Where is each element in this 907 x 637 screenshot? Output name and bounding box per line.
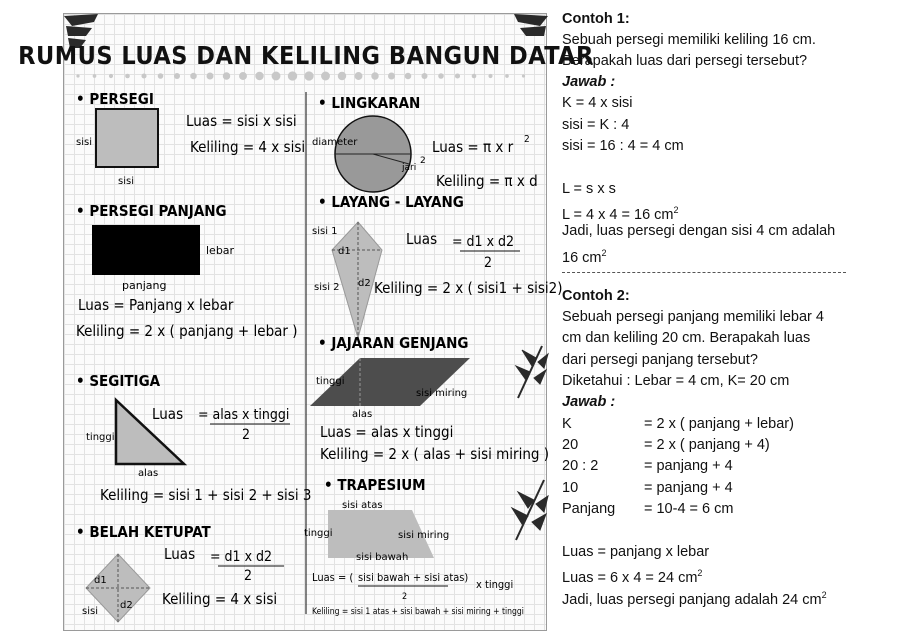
persegi-sisi-bottom: sisi xyxy=(118,176,134,187)
poster-title: RUMUS LUAS DAN KELILING BANGUN DATAR xyxy=(18,41,594,70)
step-left: Panjang xyxy=(562,501,616,517)
decorative-dot xyxy=(207,73,214,80)
jajaran-label-sisi-miring: sisi miring xyxy=(416,388,468,399)
bk-luas-num: = d1 x d2 xyxy=(210,549,273,565)
persegi-keliling: Keliling = 4 x sisi xyxy=(190,138,306,156)
bk-luas-left: Luas xyxy=(164,545,196,563)
decorative-dot xyxy=(505,74,509,78)
bk-luas-den: 2 xyxy=(244,568,253,584)
segitiga-label-tinggi: tinggi xyxy=(86,432,115,443)
decorative-dot xyxy=(304,71,313,80)
jajaran-label-alas: alas xyxy=(352,409,373,420)
c2-line-1: Luas = panjang x lebar xyxy=(562,544,710,560)
decorative-dot xyxy=(522,74,525,77)
step-left: 20 xyxy=(562,437,579,453)
layang-luas-den: 2 xyxy=(484,255,493,271)
decorative-dot xyxy=(223,72,230,79)
title-dots xyxy=(76,71,525,80)
step-right: = 10-4 = 6 cm xyxy=(644,501,734,517)
step-left: 10 xyxy=(562,480,579,496)
persegi-luas: Luas = sisi x sisi xyxy=(186,112,297,130)
decorative-dot xyxy=(405,73,412,80)
trap-label-tinggi: tinggi xyxy=(304,528,333,539)
square-shape xyxy=(96,109,158,167)
layang-label-sisi1: sisi 1 xyxy=(312,226,338,237)
step-row xyxy=(562,456,862,477)
belah-ketupat-heading: • BELAH KETUPAT xyxy=(76,523,211,541)
persegi-panjang-heading: • PERSEGI PANJANG xyxy=(76,202,227,220)
decorative-dot xyxy=(288,71,297,80)
dashed-separator xyxy=(562,272,846,273)
c2-line-2-sup: 2 xyxy=(697,568,703,578)
segitiga-heading: • SEGITIGA xyxy=(76,372,161,390)
lingkaran-label-jari: jari xyxy=(402,163,417,173)
c1-line-7-wrap xyxy=(562,243,607,269)
c2-line-3-wrap xyxy=(562,585,827,611)
c1-line-5: L = 4 x 4 = 16 cm xyxy=(562,206,674,223)
c1-line-4: L = s x s xyxy=(562,181,616,197)
jajaran-heading: • JAJARAN GENJANG xyxy=(318,334,469,352)
rectangle-shape xyxy=(92,225,200,275)
decorative-dot xyxy=(338,72,346,80)
c1-title: Contoh 1: xyxy=(562,11,630,27)
layang-label-d2: d2 xyxy=(358,278,371,289)
trap-label-sisi-bawah: sisi bawah xyxy=(356,552,409,563)
trap-keliling: Keliling = sisi 1 atas + sisi bawah + sisi miring + tinggi xyxy=(312,607,524,617)
pp-label-lebar: lebar xyxy=(206,244,235,257)
bk-keliling: Keliling = 4 x sisi xyxy=(162,590,278,608)
c1-line-1: K = 4 x sisi xyxy=(562,95,633,111)
leaf-decoration-mid-right xyxy=(516,346,548,398)
c1-question-1: Sebuah persegi memiliki keliling 16 cm. xyxy=(562,32,816,48)
c2-line-3: Jadi, luas persegi panjang adalah 24 cm xyxy=(562,591,822,608)
step-row xyxy=(562,499,862,520)
c2-line-3-sup: 2 xyxy=(821,590,827,600)
trap-luas-left: Luas = ( xyxy=(312,571,354,584)
jajaran-luas: Luas = alas x tinggi xyxy=(320,423,454,441)
c2-jawab: Jawab : xyxy=(562,394,616,410)
segitiga-keliling: Keliling = sisi 1 + sisi 2 + sisi 3 xyxy=(100,486,312,504)
c1-question-2: Berapakah luas dari persegi tersebut? xyxy=(562,53,808,69)
c1-line-7-sup: 2 xyxy=(601,248,607,258)
layang-keliling: Keliling = 2 x ( sisi1 + sisi2) xyxy=(374,279,563,297)
layang-heading: • LAYANG - LAYANG xyxy=(318,193,464,211)
c2-question-2: cm dan keliling 20 cm. Berapakah luas xyxy=(562,330,811,346)
leaf-decoration-lower-right xyxy=(512,480,548,540)
step-row xyxy=(562,435,862,456)
layang-luas-left: Luas xyxy=(406,230,438,248)
decorative-dot xyxy=(421,73,427,79)
segitiga-luas-den: 2 xyxy=(242,427,251,443)
lingkaran-heading: • LINGKARAN xyxy=(318,94,421,112)
decorative-dot xyxy=(239,72,247,80)
decorative-dot xyxy=(93,74,97,78)
decorative-dot xyxy=(109,74,113,78)
pp-luas: Luas = Panjang x lebar xyxy=(78,296,234,314)
c1-line-5-sup: 2 xyxy=(673,205,679,215)
step-right: = panjang + 4 xyxy=(644,458,733,474)
decorative-dot xyxy=(272,72,281,81)
c1-line-2: sisi = K : 4 xyxy=(562,117,630,133)
c2-question-3: dari persegi panjang tersebut? xyxy=(562,352,758,368)
decorative-dot xyxy=(76,74,79,77)
step-right: = panjang + 4 xyxy=(644,480,733,496)
layang-luas-num: = d1 x d2 xyxy=(452,234,515,250)
decorative-dot xyxy=(455,73,460,78)
lingkaran-label-sq: 2 xyxy=(420,156,426,166)
jajaran-keliling: Keliling = 2 x ( alas + sisi miring ) xyxy=(320,445,550,463)
decorative-dot xyxy=(355,72,363,80)
bk-label-sisi: sisi xyxy=(82,606,98,617)
decorative-dot xyxy=(190,73,197,80)
trapesium-heading: • TRAPESIUM xyxy=(324,476,426,494)
bk-label-d2: d2 xyxy=(120,600,133,611)
c2-question-1: Sebuah persegi panjang memiliki lebar 4 xyxy=(562,309,824,325)
decorative-dot xyxy=(174,73,180,79)
decorative-dot xyxy=(488,74,492,78)
step-right: = 2 x ( panjang + lebar) xyxy=(644,416,794,432)
persegi-sisi-left: sisi xyxy=(76,137,92,148)
leaf-decoration-top-right xyxy=(514,14,548,36)
step-row xyxy=(562,478,862,499)
decorative-dot xyxy=(472,74,477,79)
persegi-heading: • PERSEGI xyxy=(76,90,154,108)
decorative-dot xyxy=(141,73,146,78)
decorative-dot xyxy=(321,72,330,81)
lingkaran-keliling: Keliling = π x d xyxy=(436,172,538,190)
c2-title: Contoh 2: xyxy=(562,288,630,304)
step-right: = 2 x ( panjang + 4) xyxy=(644,437,770,453)
lingkaran-luas: Luas = π x r xyxy=(432,138,514,156)
c2-line-2: Luas = 6 x 4 = 24 cm xyxy=(562,569,698,586)
segitiga-luas-left: Luas xyxy=(152,405,184,423)
c1-line-7: 16 cm xyxy=(562,249,602,266)
jajaran-label-tinggi: tinggi xyxy=(316,376,345,387)
lingkaran-label-diameter: diameter xyxy=(312,137,358,148)
trap-label-sisi-atas: sisi atas xyxy=(342,500,383,511)
c1-jawab: Jawab : xyxy=(562,74,616,90)
layang-label-d1: d1 xyxy=(338,246,351,257)
segitiga-luas-num: = alas x tinggi xyxy=(198,407,290,423)
bk-label-d1: d1 xyxy=(94,575,107,586)
step-left: 20 : 2 xyxy=(562,458,599,474)
decorative-dot xyxy=(388,73,395,80)
layang-label-sisi2: sisi 2 xyxy=(314,282,340,293)
step-left: K xyxy=(562,416,572,432)
decorative-dot xyxy=(255,72,263,80)
trap-luas-den: 2 xyxy=(402,592,408,602)
trap-label-sisi-miring: sisi miring xyxy=(398,530,450,541)
decorative-dot xyxy=(371,72,378,79)
pp-keliling: Keliling = 2 x ( panjang + lebar ) xyxy=(76,322,298,340)
trap-luas-right: x tinggi xyxy=(476,578,514,591)
pp-label-panjang: panjang xyxy=(122,279,167,292)
c1-line-3: sisi = 16 : 4 = 4 cm xyxy=(562,138,684,154)
trap-luas-num: sisi bawah + sisi atas) xyxy=(358,571,469,584)
decorative-dot xyxy=(438,73,444,79)
decorative-dot xyxy=(125,74,130,79)
c1-line-6: Jadi, luas persegi dengan sisi 4 cm adalah xyxy=(562,223,836,239)
decorative-dot xyxy=(158,73,164,79)
step-row xyxy=(562,414,862,435)
c2-question-4: Diketahui : Lebar = 4 cm, K= 20 cm xyxy=(562,373,790,389)
segitiga-label-alas: alas xyxy=(138,468,159,479)
lingkaran-luas-sup: 2 xyxy=(524,134,530,145)
